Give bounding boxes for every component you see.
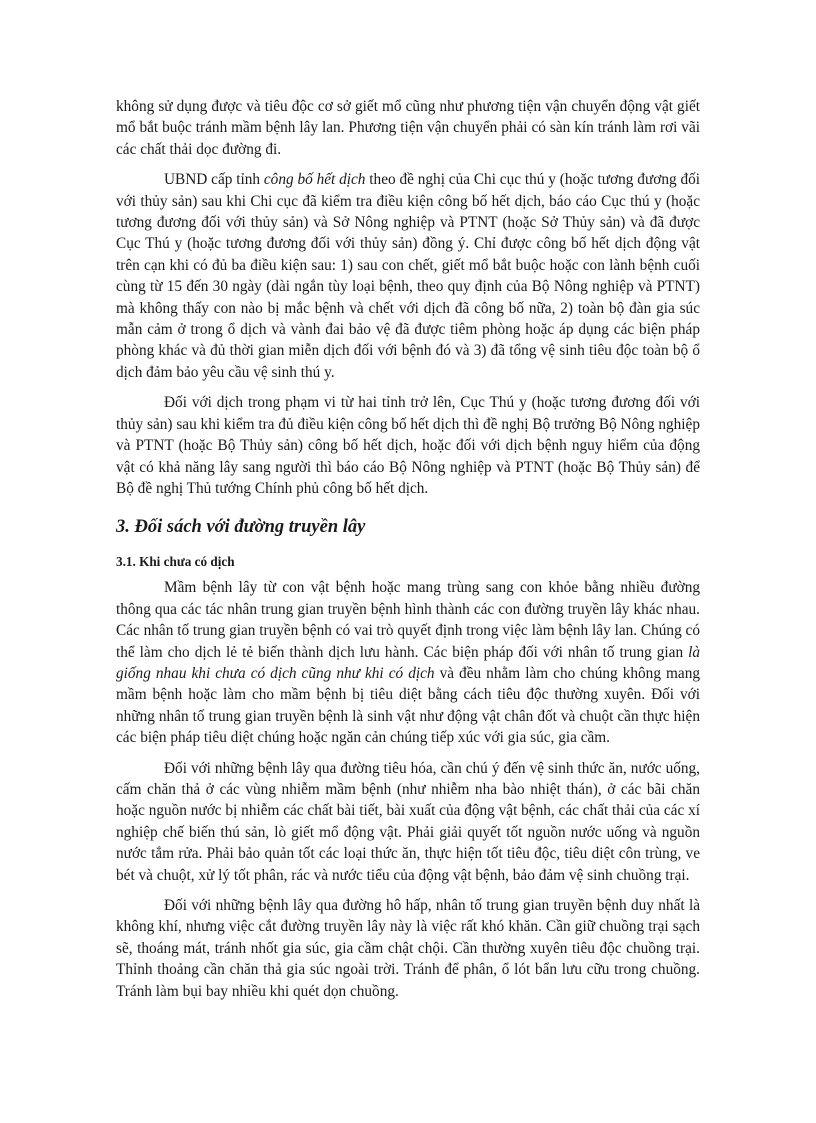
paragraph-intermediaries — [116, 577, 700, 748]
emphasis-declare-end: công bố hết dịch — [263, 171, 366, 189]
document-page — [116, 96, 700, 1002]
emphasis-intermediaries: là giống nhau khi chưa có dịch cũng như khi có dịch — [116, 643, 700, 682]
paragraph-digestive: Đối với những bệnh lây qua đường tiêu hóa, cần chú ý đến vệ sinh thức ăn, nước uống, cấm chăn thả ở các vùng nhiễm mầm bệnh (như nhiễm nha bào nhiệt thán), ở các bãi chăn hoặc nguồn nước bị nhiễm các chất bài tiết, bài xuất của động vật bệnh, các chất thải của các xí nghiệp chế biến thú sản, lò giết mổ động vật. Phải giải quyết tốt nguồn nước uống và nguồn nước tắm rửa. Phải bảo quản tốt các loại thức ăn, thực hiện tốt tiêu độc, tiêu diệt côn trùng, ve bét và chuột, xử lý tốt phân, rác và nước tiểu của động vật bệnh, bảo đảm vệ sinh chuồng trại. — [116, 759, 700, 884]
paragraph-declare-end-start: UBND cấp tỉnh — [164, 171, 264, 189]
section-heading: 3. Đối sách với đường truyền lây — [116, 517, 366, 538]
paragraph-intermediaries-start: Mầm bệnh lây từ con vật bệnh hoặc mang trùng sang con khỏe bằng nhiều đường thông qua các tác nhân trung gian truyền bệnh hình thành các con đường truyền lây khác nhau. Các nhân tố trung gian truyền bệnh có vai trò quyết định trong việc làm bệnh lây lan. Chúng có thể làm cho dịch lẻ tẻ biến thành dịch lưu hành. Các biện pháp đối với nhân tố trung gian — [116, 579, 700, 661]
paragraph-multi-province: Đối với dịch trong phạm vi từ hai tỉnh trở lên, Cục Thú y (hoặc tương đương đối với thủy sản) sau khi kiểm tra đủ điều kiện công bố hết dịch thì đề nghị Bộ trưởng Bộ Nông nghiệp và PTNT (hoặc Bộ Thủy sản) công bố hết dịch, hoặc đối với dịch bệnh nguy hiểm của động vật có khả năng lây sang người thì báo cáo Bộ Nông nghiệp và PTNT (hoặc Bộ Thủy sản) để Bộ đề nghị Thủ tướng Chính phủ công bố hết dịch. — [116, 394, 700, 497]
paragraph-intermediaries-rest: và đều nhằm làm cho chúng không mang mầm bệnh hoặc làm cho mầm bệnh bị tiêu diệt bằng cách tiêu độc thường xuyên. Đối với những nhân tố trung gian truyền bệnh là sinh vật như động vật chân đốt và chuột cần thực hiện các biện pháp tiêu diệt chúng hoặc ngăn cản chúng tiếp xúc với gia súc, gia cầm. — [116, 664, 700, 747]
paragraph-transport: không sử dụng được và tiêu độc cơ sở giết mổ cũng như phương tiện vận chuyển động vật giết mổ bắt buộc tránh mầm bệnh lây lan. Phương tiện vận chuyển phải có sàn kín tránh làm rơi vãi các chất thải dọc đường đi. — [116, 98, 700, 158]
paragraph-declare-end — [116, 169, 700, 383]
paragraph-declare-end-rest: theo đề nghị của Chi cục thú y (hoặc tương đương đối với thủy sản) sau khi Chi cục đã kiểm tra điều kiện công bố hết dịch, báo cáo Cục thú y (hoặc tương đương đối với thủy sản) và Sở Nông nghiệp và PTNT (hoặc Sở Thủy sản) và đã được Cục Thú y (hoặc tương đương đối với thủy sản) đồng ý. Chỉ được công bố hết dịch động vật trên cạn khi có đủ ba điều kiện sau: 1) sau con chết, giết mổ bắt buộc hoặc con lành bệnh cuối cùng từ 15 đến 30 ngày (dài ngắn tùy loại bệnh, theo quy định của Bộ Nông nghiệp và PTNT) mà không thấy con nào bị mắc bệnh và chết với dịch đã công bố nữa, 2) toàn bộ đàn gia súc mẫn cảm ở trong ổ dịch và vành đai bảo vệ đã được tiêm phòng hoặc áp dụng các biện pháp phòng khác và đủ thời gian miễn dịch đối với bệnh đó và 3) đã tổng vệ sinh tiêu độc toàn bộ ổ dịch đảm bảo yêu cầu vệ sinh thú y. — [116, 171, 701, 381]
subsection-heading: 3.1. Khi chưa có dịch — [116, 554, 235, 570]
paragraph-respiratory: Đối với những bệnh lây qua đường hô hấp, nhân tố trung gian truyền bệnh duy nhất là không khí, nhưng việc cắt đường truyền lây này là việc rất khó khăn. Cần giữ chuồng trại sạch sẽ, thoáng mát, tránh nhốt gia súc, gia cầm chật chội. Cần thường xuyên tiêu độc chuồng trại. Thỉnh thoảng cần chăn thả gia súc ngoài trời. Tránh để phân, ổ lót bẩn lưu cữu trong chuồng. Tránh làm bụi bay nhiều khi quét dọn chuồng. — [116, 897, 700, 1000]
